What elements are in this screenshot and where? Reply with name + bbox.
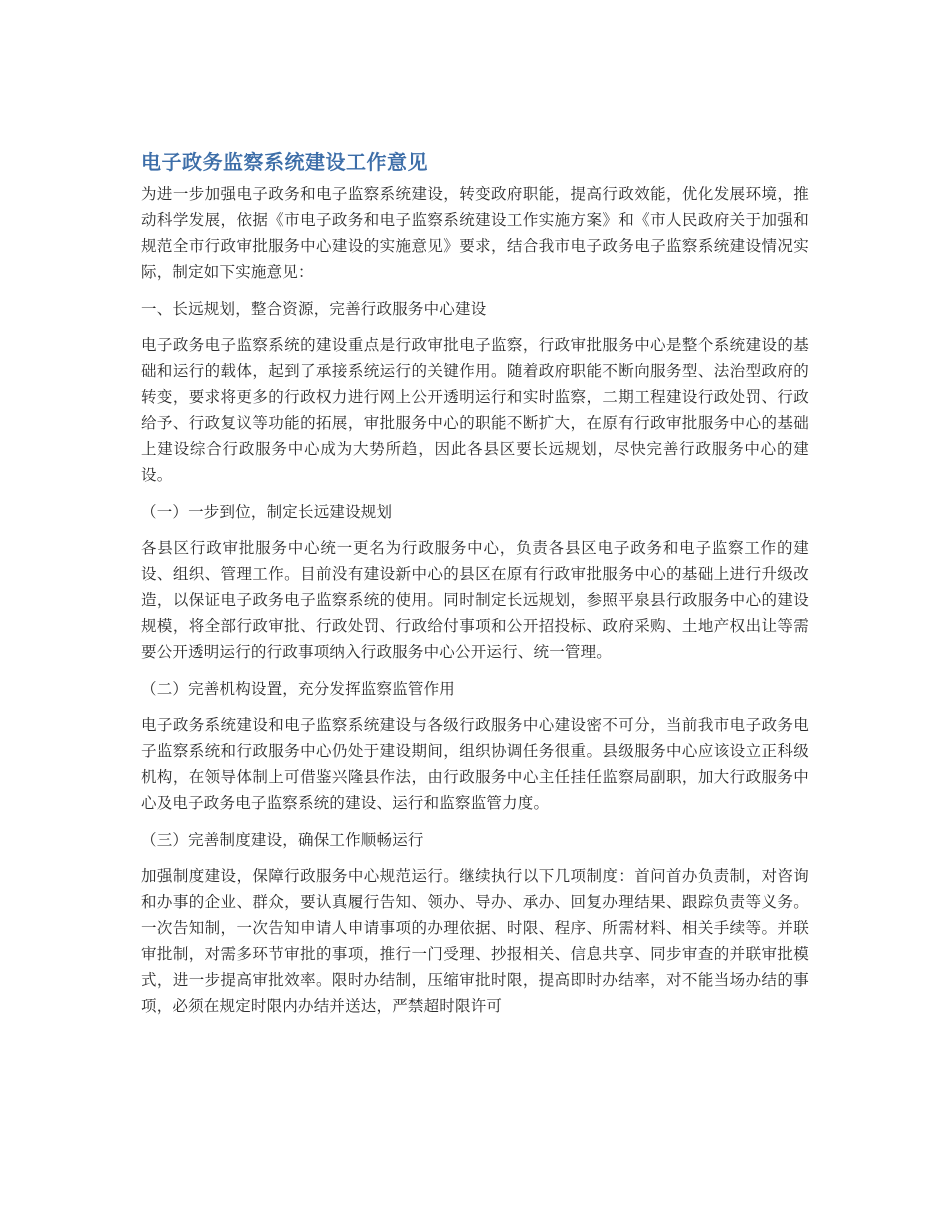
subsection-paragraph-1: 各县区行政审批服务中心统一更名为行政服务中心，负责各县区电子政务和电子监察工作的建设、组织、管理工作。目前没有建设新中心的县区在原有行政审批服务中心的基础上进行升级改造，以保证电子政务电子监察系统的使用。同时制定长远规划，参照平泉县行政服务中心的建设规模，将全部行政审批、行政处罚、行政给付事项和公开招投标、政府采购、土地产权出让等需要公开透明运行的行政事项纳入行政服务中心公开运行、统一管理。 bbox=[141, 539, 809, 661]
section-paragraph-1: 电子政务电子监察系统的建设重点是行政审批电子监察，行政审批服务中心是整个系统建设的基础和运行的载体，起到了承接系统运行的关键作用。随着政府职能不断向服务型、法治型政府的转变，要求将更多的行政权力进行网上公开透明运行和实时监察，二期工程建设行政处罚、行政给予、行政复议等功能的拓展，审批服务中心的职能不断扩大，在原有行政审批服务中心的基础上建设综合行政服务中心成为大势所趋，因此各县区要长远规划，尽快完善行政服务中心的建设。 bbox=[141, 336, 809, 484]
intro-paragraph: 为进一步加强电子政务和电子监察系统建设，转变政府职能，提高行政效能，优化发展环境，推动科学发展，依据《市电子政务和电子监察系统建设工作实施方案》和《市人民政府关于加强和规范全市行政审批服务中心建设的实施意见》要求，结合我市电子政务电子监察系统建设情况实际，制定如下实施意见： bbox=[141, 185, 809, 281]
subsection-heading-2: （二）完善机构设置，充分发挥监察监管作用 bbox=[141, 680, 456, 698]
subsection-heading-1: （一）一步到位，制定长远建设规划 bbox=[141, 503, 393, 521]
subsection-heading-3: （三）完善制度建设，确保工作顺畅运行 bbox=[141, 831, 424, 849]
section-heading-1: 一、长远规划，整合资源，完善行政服务中心建设 bbox=[141, 300, 487, 318]
document-page bbox=[141, 147, 809, 1030]
document-title: 电子政务监察系统建设工作意见 bbox=[141, 150, 428, 174]
subsection-paragraph-3: 加强制度建设，保障行政服务中心规范运行。继续执行以下几项制度：首问首办负责制，对咨询和办事的企业、群众，要认真履行告知、领办、导办、承办、回复办理结果、跟踪负责等义务。一次告知制，一次告知申请人申请事项的办理依据、时限、程序、所需材料、相关手续等。并联审批制，对需多环节审批的事项，推行一门受理、抄报相关、信息共享、同步审查的并联审批模式，进一步提高审批效率。限时办结制，压缩审批时限，提高即时办结率，对不能当场办结的事项，必须在规定时限内办结并送达，严禁超时限许可 bbox=[141, 867, 809, 1015]
subsection-paragraph-2: 电子政务系统建设和电子监察系统建设与各级行政服务中心建设密不可分，当前我市电子政务电子监察系统和行政服务中心仍处于建设期间，组织协调任务很重。县级服务中心应该设立正科级机构，在领导体制上可借鉴兴隆县作法，由行政服务中心主任挂任监察局副职，加大行政服务中心及电子政务电子监察系统的建设、运行和监察监管力度。 bbox=[141, 716, 809, 812]
